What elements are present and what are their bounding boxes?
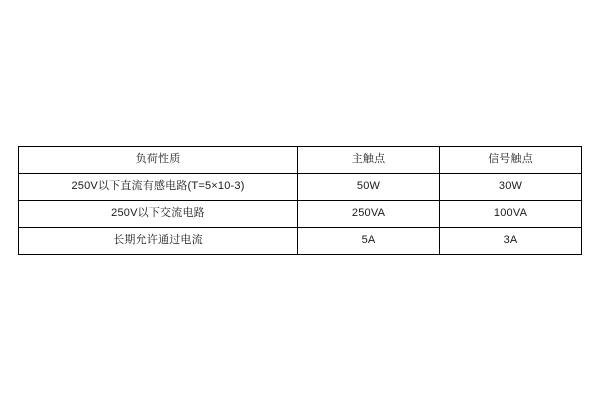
cell-main-contact: 50W <box>298 174 440 201</box>
column-header-main-contact: 主触点 <box>298 147 440 174</box>
table-row <box>19 174 582 201</box>
cell-load-type: 长期允许通过电流 <box>19 228 298 255</box>
cell-load-type: 250V以下交流电路 <box>19 201 298 228</box>
spec-table <box>18 146 582 255</box>
cell-main-contact: 250VA <box>298 201 440 228</box>
column-header-signal-contact: 信号触点 <box>440 147 582 174</box>
cell-signal-contact: 100VA <box>440 201 582 228</box>
spec-table-container <box>18 146 582 255</box>
cell-load-type: 250V以下直流有感电路(T=5×10-3) <box>19 174 298 201</box>
table-row <box>19 201 582 228</box>
cell-signal-contact: 30W <box>440 174 582 201</box>
table-header-row <box>19 147 582 174</box>
cell-main-contact: 5A <box>298 228 440 255</box>
column-header-load-type: 负荷性质 <box>19 147 298 174</box>
cell-signal-contact: 3A <box>440 228 582 255</box>
table-row <box>19 228 582 255</box>
